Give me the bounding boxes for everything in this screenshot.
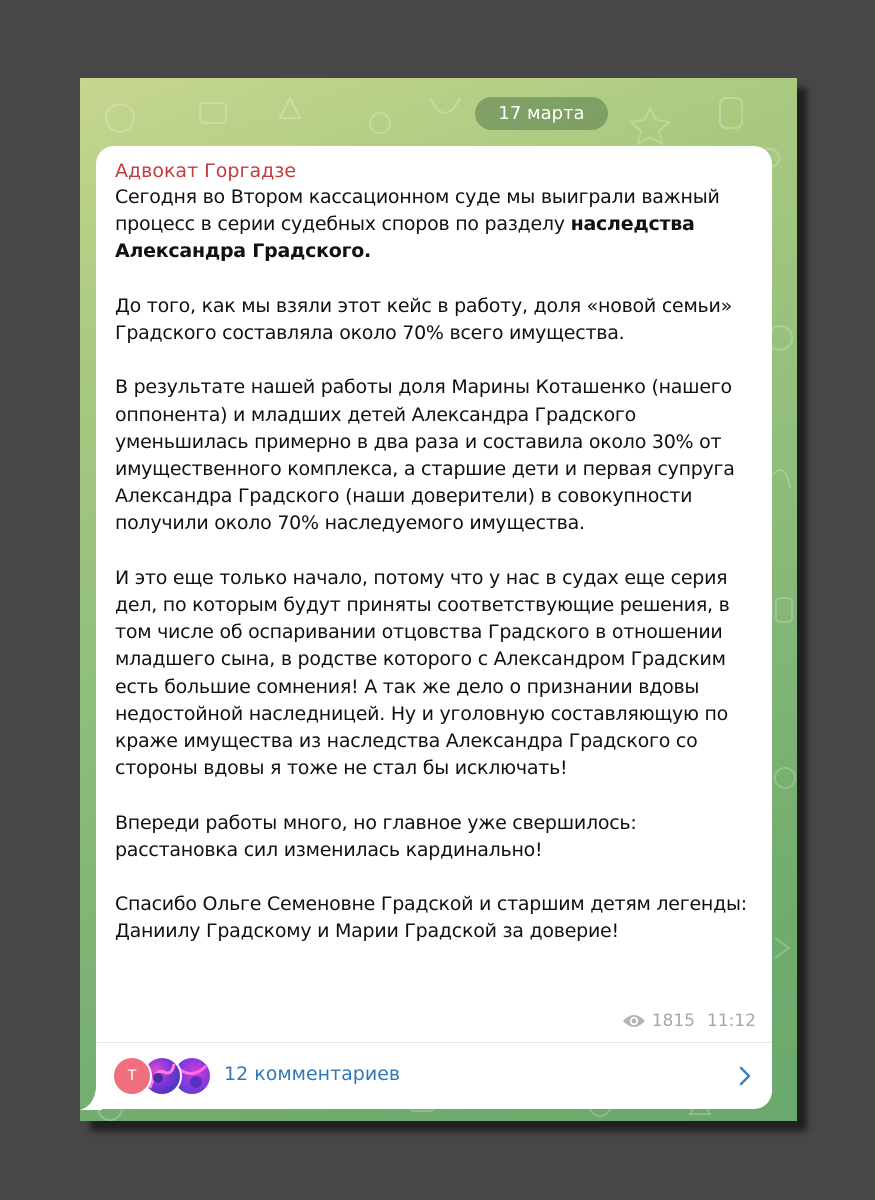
message-paragraph-6: Спасибо Ольге Семеновне Градской и старшим детям легенды: Даниилу Градскому и Марии Градской за доверие! [115, 893, 747, 943]
avatar [112, 1056, 152, 1096]
message-meta [622, 1011, 756, 1031]
message-text [115, 184, 765, 946]
message-paragraph-4: И это еще только начало, потому что у нас в судах еще серия дел, по которым будут приняты соответствующие решения, в том числе об оспаривании отцовства Градского в отношении младшего сына, в родстве которого с Александром Градским есть большие сомнения! А так же дело о признании вдовы недостойной наследницей. Ну и уголовную составляющую по краже имущества из наследства Александра Градского со стороны вдовы я тоже не стал бы исключать! [115, 566, 730, 780]
date-badge: 17 марта [475, 97, 608, 130]
message-bubble[interactable] [96, 146, 772, 1109]
channel-author-name[interactable]: Адвокат Горгадзе [115, 160, 297, 182]
chat-background [80, 78, 797, 1121]
paragraph-1-bold: наследства Александра Градского. [115, 213, 695, 263]
message-paragraph-3: В результате нашей работы доля Марины Коташенко (нашего оппонента) и младших детей Александра Градского уменьшилась примерно в два раза и составила около 30% от имущественного комплекса, а старшие дети и первая супруга Александра Градского (наши доверители) в совокупности получили около 70% наследуемого имущества. [115, 376, 735, 535]
avatar-letter: Т [127, 1068, 137, 1084]
comments-count-label[interactable]: 12 комментариев [224, 1063, 401, 1085]
comments-button[interactable] [96, 1043, 772, 1109]
commenter-avatars [112, 1056, 212, 1096]
view-count: 1815 [651, 1011, 695, 1031]
chevron-right-icon[interactable] [738, 1065, 752, 1087]
message-time: 11:12 [707, 1011, 756, 1031]
message-paragraph-5: Впереди работы много, но главное уже свершилось: расстановка сил изменилась кардинально! [115, 811, 637, 861]
message-paragraph-2: До того, как мы взяли этот кейс в работу, доля «новой семьи» Градского составляла около 70% всего имущества. [115, 294, 732, 344]
message-paragraph-1 [115, 184, 765, 266]
paragraph-1-text: Сегодня во Втором кассационном суде мы выиграли важный процесс в серии судебных споров по разделу [115, 186, 720, 236]
eye-icon [622, 1013, 646, 1029]
